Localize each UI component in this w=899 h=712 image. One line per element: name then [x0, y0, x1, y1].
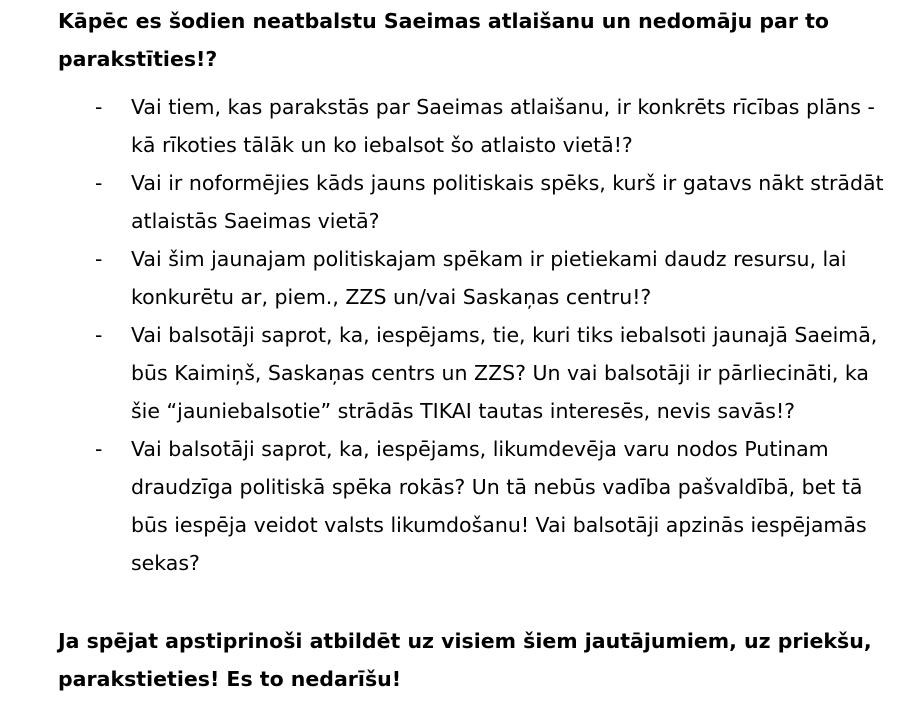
bullet-dash: - — [95, 247, 103, 271]
bullet-dash: - — [95, 171, 103, 195]
question-item-1 — [0, 88, 899, 164]
bullet-dash: - — [95, 437, 103, 461]
question-item-3 — [0, 240, 899, 316]
document-closing: Ja spējat apstiprinoši atbildēt uz visiem šiem jautājumiem, uz priekšu, parakstieties! Es to nedarīšu! — [58, 629, 872, 691]
question-text: Vai šim jaunajam politiskajam spēkam ir pietiekami daudz resursu, lai konkurētu ar, piem., ZZS un/vai Saskaņas centru!? — [131, 247, 847, 309]
question-item-2 — [0, 164, 899, 240]
question-list — [0, 88, 899, 582]
document-heading: Kāpēc es šodien neatbalstu Saeimas atlaišanu un nedomāju par to parakstīties!? — [58, 9, 829, 71]
question-text: Vai balsotāji saprot, ka, iespējams, tie, kuri tiks iebalsoti jaunajā Saeimā, būs Kaimiņš, Saskaņas centrs un ZZS? Un vai balsotāji ir pārliecināti, ka šie “jauniebalsotie” strādās TIKAI tautas interesēs, nevis savās!? — [131, 323, 878, 423]
question-item-4 — [0, 316, 899, 430]
bullet-dash: - — [95, 323, 103, 347]
bullet-dash: - — [95, 95, 103, 119]
question-item-5 — [0, 430, 899, 582]
question-text: Vai balsotāji saprot, ka, iespējams, likumdevēja varu nodos Putinam draudzīga politiskā spēka rokās? Un tā nebūs vadība pašvaldībā, bet tā būs iespēja veidot valsts likumdošanu! Vai balsotāji apzinās iespējamās sekas? — [131, 437, 867, 575]
question-text: Vai tiem, kas parakstās par Saeimas atlaišanu, ir konkrēts rīcības plāns - kā rīkoties tālāk un ko iebalsot šo atlaisto vietā!? — [131, 95, 875, 157]
question-text: Vai ir noformējies kāds jauns politiskais spēks, kurš ir gatavs nākt strādāt atlaistās Saeimas vietā? — [131, 171, 884, 233]
